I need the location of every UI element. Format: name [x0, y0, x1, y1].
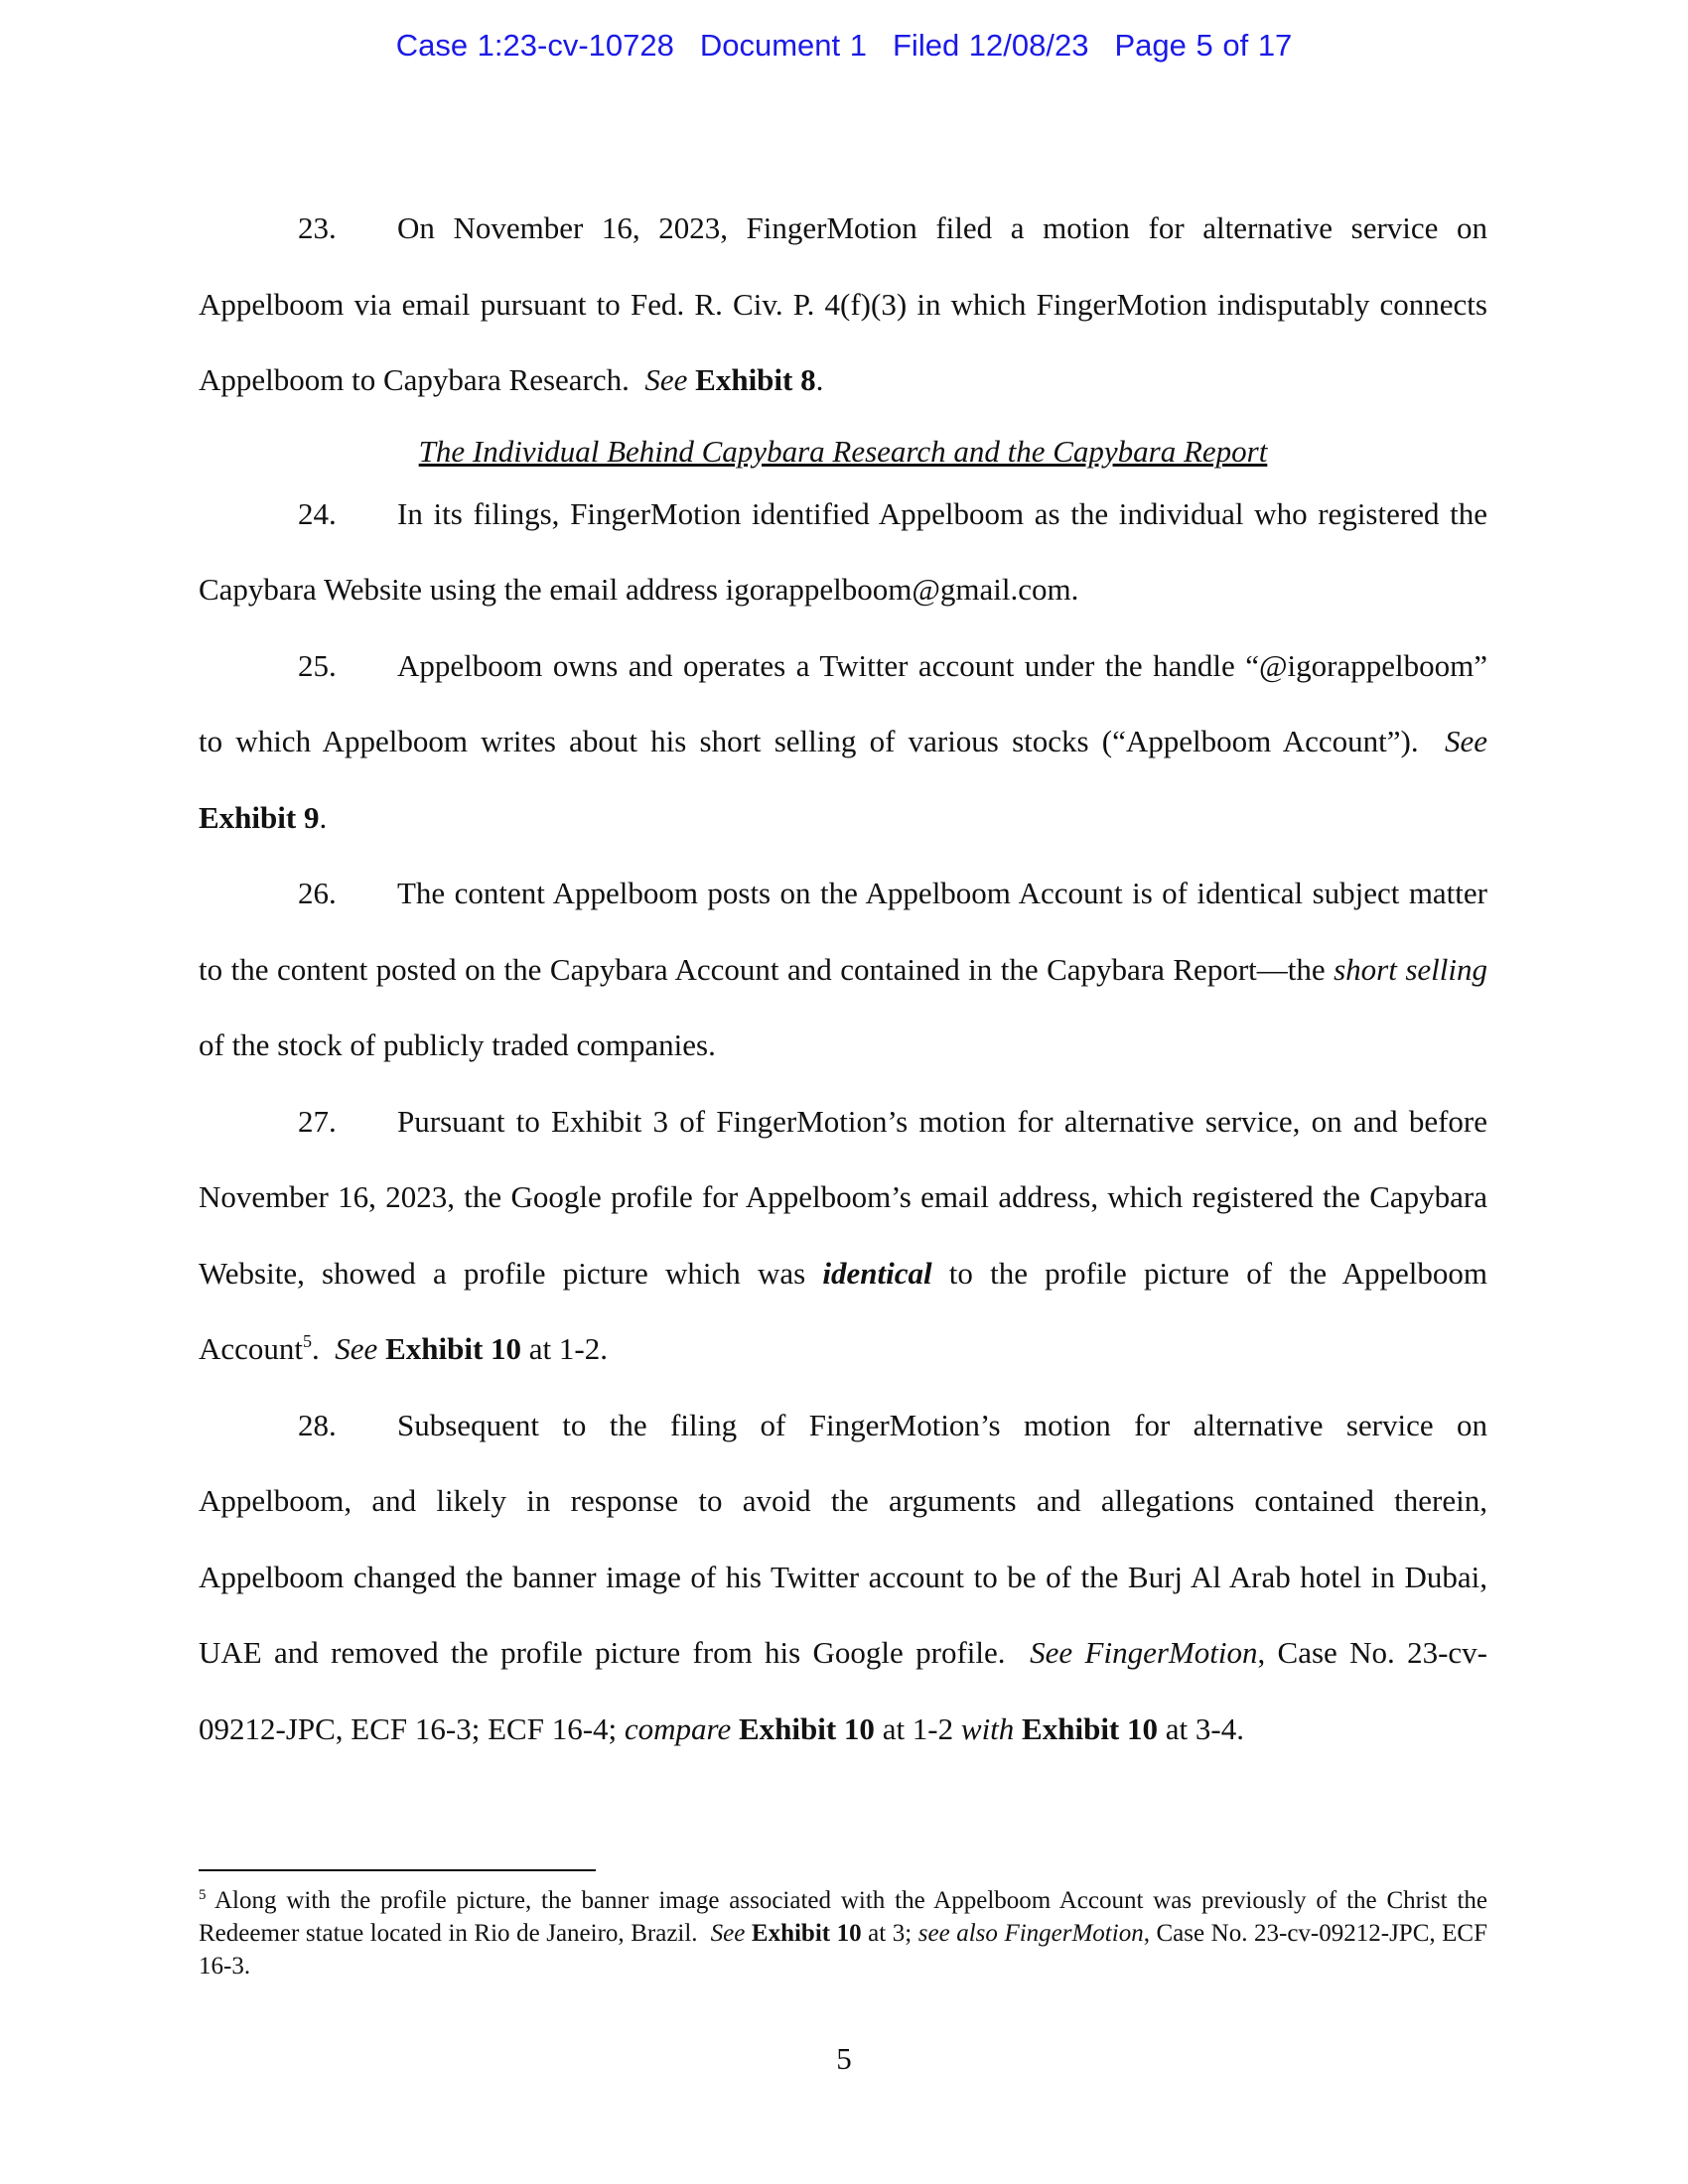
exhibit-reference: Exhibit 9: [199, 799, 320, 835]
text-run: .: [319, 799, 328, 835]
citation-signal: See: [710, 1920, 746, 1947]
text-run: [377, 1331, 385, 1366]
exhibit-reference: Exhibit 10: [751, 1920, 862, 1947]
citation-signal: with: [960, 1710, 1015, 1746]
footnote-mark: 5: [199, 1887, 207, 1903]
paragraph-text: On November 16, 2023, FingerMotion filed a motion for alternative service on Appelboom via email pursuant to Fed. R. Civ. P. 4(f)(3) in which FingerMotion indisputably connects Appelboom to Capybara Research.: [199, 210, 1487, 397]
text-run: at 1-2.: [521, 1331, 608, 1366]
paragraph-26: [199, 856, 1487, 1084]
exhibit-reference: Exhibit 10: [738, 1710, 875, 1746]
footnote-reference[interactable]: 5: [303, 1331, 313, 1351]
text-run: [687, 362, 695, 397]
paragraph-number: 26.: [298, 876, 337, 910]
text-run: to the profile picture of the Appelboom Account: [199, 1255, 1487, 1366]
paragraph-number: 23.: [298, 210, 337, 245]
paragraph-number: 25.: [298, 647, 337, 683]
paragraph-number: 27.: [298, 1103, 337, 1139]
citation-signal: See: [1444, 724, 1487, 758]
paragraph-28: [199, 1388, 1487, 1768]
paragraph-23: [199, 191, 1487, 419]
footnote-5: [199, 1884, 1487, 1982]
exhibit-reference: Exhibit 10: [385, 1331, 522, 1366]
text-run: of the stock of publicly traded companies.: [199, 1027, 716, 1062]
ecf-header: [0, 28, 1688, 64]
emphasis-text: short selling: [1334, 951, 1487, 987]
citation-signal: see also FingerMotion: [917, 1920, 1144, 1947]
page-number: 5: [836, 2041, 852, 2076]
footnote-divider: [199, 1869, 596, 1871]
text-run: [1014, 1711, 1022, 1746]
section-heading: The Individual Behind Capybara Research and the Capybara Report: [418, 433, 1268, 469]
paragraph-text: Appelboom owns and operates a Twitter account under the handle “@igorappelboom” to which Appelboom writes about his short selling of various stocks (“Appelboom Account”).: [199, 647, 1487, 758]
text-run: at 3-4.: [1158, 1710, 1244, 1746]
document-body: [199, 191, 1487, 1767]
paragraph-text: The content Appelboom posts on the Appelboom Account is of identical subject matter to the content posted on the Capybara Account and contained in the Capybara Report—the: [199, 876, 1487, 987]
header-filed-date: Filed 12/08/23: [893, 28, 1089, 63]
text-run: , Case No. 23-cv-09212-JPC, ECF 16-3; ECF 16-4;: [199, 1635, 1487, 1746]
footnote-text: Along with the profile picture, the banner image associated with the Appelboom Account was previously of the Christ the Redeemer statue located in Rio de Janeiro, Brazil.: [199, 1887, 1487, 1947]
paragraph-25: [199, 628, 1487, 857]
emphasis-text: identical: [822, 1255, 932, 1291]
paragraph-24: [199, 477, 1487, 628]
text-run: at 1-2: [874, 1710, 961, 1746]
exhibit-reference: Exhibit 8: [695, 362, 816, 397]
text-run: at 3;: [861, 1920, 918, 1947]
paragraph-text: Pursuant to Exhibit 3 of FingerMotion’s motion for alternative service, on and before November 16, 2023, the Google profile for Appelboom’s email address, which registered the Capybara Website, showed a profile picture which was: [199, 1103, 1487, 1291]
paragraph-number: 28.: [298, 1407, 337, 1442]
paragraph-text: Subsequent to the filing of FingerMotion’s motion for alternative service on Appelboom, and likely in response to avoid the arguments and allegations contained therein, Appelboom changed the banner image of his Twitter account to be of the Burj Al Arab hotel in Dubai, UAE and removed the profile picture from his Google profile.: [199, 1407, 1487, 1670]
text-run: , Case No. 23-cv-09212-JPC, ECF 16-3.: [199, 1920, 1488, 1979]
header-document: Document 1: [699, 28, 867, 63]
citation-signal: See: [335, 1331, 378, 1366]
paragraph-text: In its filings, FingerMotion identified Appelboom as the individual who registered the Capybara Website using the email address igorappelboom@gmail.com.: [199, 495, 1487, 607]
header-case-number: Case 1:23-cv-10728: [395, 28, 674, 63]
text-run: [731, 1711, 739, 1746]
text-run: .: [312, 1331, 336, 1366]
citation-signal: See: [644, 362, 688, 397]
citation-signal: See FingerMotion: [1030, 1635, 1258, 1670]
text-run: .: [815, 362, 824, 397]
citation-signal: compare: [624, 1710, 732, 1746]
exhibit-reference: Exhibit 10: [1022, 1710, 1159, 1746]
paragraph-number: 24.: [298, 495, 337, 531]
paragraph-27: [199, 1084, 1487, 1388]
header-page: Page 5 of 17: [1114, 28, 1293, 63]
